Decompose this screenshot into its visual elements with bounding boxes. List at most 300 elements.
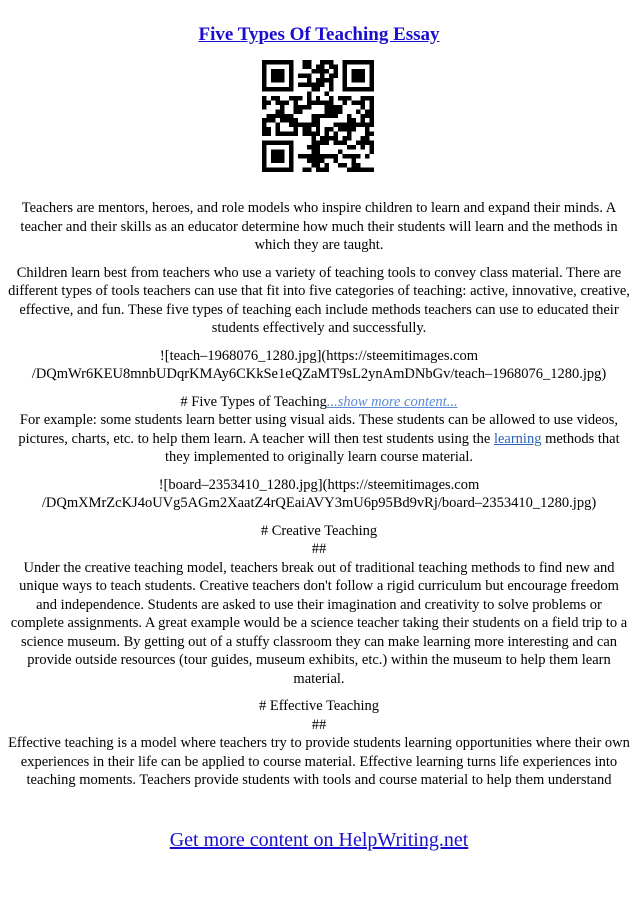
- qr-module: [311, 69, 315, 73]
- qr-module: [347, 118, 351, 122]
- qr-module: [271, 154, 275, 158]
- qr-module: [271, 73, 275, 77]
- heading-creative-teaching: # Creative Teaching: [260, 522, 378, 539]
- qr-module: [289, 141, 293, 145]
- qr-module: [275, 109, 279, 113]
- qr-module: [293, 96, 297, 100]
- qr-module: [302, 60, 306, 64]
- qr-module: [289, 69, 293, 73]
- essay-body: [8, 199, 630, 790]
- qr-module: [365, 127, 369, 131]
- qr-module: [302, 154, 306, 158]
- qr-module: [329, 136, 333, 140]
- qr-module: [356, 141, 360, 145]
- qr-module: [325, 69, 329, 73]
- qr-module: [365, 109, 369, 113]
- qr-module: [370, 78, 374, 82]
- qr-module: [343, 154, 347, 158]
- qr-module: [356, 73, 360, 77]
- qr-module: [370, 96, 374, 100]
- qr-module: [334, 109, 338, 113]
- qr-module: [289, 154, 293, 158]
- qr-module: [320, 64, 324, 68]
- qr-module: [271, 96, 275, 100]
- qr-module: [316, 159, 320, 163]
- qr-module: [356, 100, 360, 104]
- qr-module: [347, 136, 351, 140]
- qr-module: [271, 168, 275, 172]
- qr-module: [298, 96, 302, 100]
- qr-module: [275, 73, 279, 77]
- qr-module: [347, 145, 351, 149]
- qr-module: [311, 136, 315, 140]
- qr-module: [343, 60, 347, 64]
- qr-module: [266, 127, 270, 131]
- paragraph-effective: Effective teaching is a model where teachers try to provide students learning opportunities where their own experiences in their life can be applied to course material. Effective learning turns life experiences into teaching moments. Teachers provide students with tools and course material to help them understand: [8, 735, 630, 788]
- qr-module: [325, 100, 329, 104]
- qr-module: [329, 82, 333, 86]
- qr-module: [266, 141, 270, 145]
- qr-module: [293, 105, 297, 109]
- qr-module: [343, 73, 347, 77]
- qr-module: [320, 159, 324, 163]
- qr-module: [307, 82, 311, 86]
- qr-module: [352, 78, 356, 82]
- qr-module: [365, 96, 369, 100]
- qr-module: [311, 114, 315, 118]
- qr-module: [284, 100, 288, 104]
- qr-module: [284, 114, 288, 118]
- qr-module: [352, 154, 356, 158]
- qr-module: [329, 127, 333, 131]
- qr-module: [361, 118, 365, 122]
- qr-module: [271, 114, 275, 118]
- qr-module: [370, 123, 374, 127]
- qr-module: [262, 168, 266, 172]
- qr-module: [316, 96, 320, 100]
- qr-module: [316, 141, 320, 145]
- qr-module: [365, 123, 369, 127]
- qr-module: [356, 60, 360, 64]
- qr-module: [316, 100, 320, 104]
- qr-module: [365, 132, 369, 136]
- document-title[interactable]: Five Types Of Teaching Essay: [198, 24, 440, 45]
- qr-module: [275, 159, 279, 163]
- qr-module: [334, 136, 338, 140]
- qr-module: [311, 154, 315, 158]
- qr-module: [280, 159, 284, 163]
- qr-module: [271, 87, 275, 91]
- qr-module: [334, 69, 338, 73]
- qr-module: [262, 69, 266, 73]
- qr-module: [352, 69, 356, 73]
- qr-module: [307, 123, 311, 127]
- qr-module: [289, 78, 293, 82]
- qr-module: [365, 87, 369, 91]
- qr-module: [262, 132, 266, 136]
- qr-module: [280, 150, 284, 154]
- qr-module: [311, 118, 315, 122]
- qr-module: [338, 96, 342, 100]
- paragraph-example-start: For example: some students learn better using visual aids. These students can be allowed to use videos, pictures, charts, etc. to help them learn. A teacher will then test students using the: [18, 412, 619, 447]
- qr-module: [316, 132, 320, 136]
- qr-module: [338, 105, 342, 109]
- qr-module: [316, 150, 320, 154]
- qr-module: [325, 141, 329, 145]
- qr-module: [280, 87, 284, 91]
- qr-module: [311, 87, 315, 91]
- qr-module: [289, 163, 293, 167]
- qr-module: [356, 69, 360, 73]
- qr-module: [329, 114, 333, 118]
- qr-module: [266, 87, 270, 91]
- qr-module: [289, 123, 293, 127]
- qr-module: [325, 109, 329, 113]
- qr-module: [262, 154, 266, 158]
- qr-module: [320, 141, 324, 145]
- image-markdown-board: ![board–2353410_1280.jpg](https://steemitimages.com /DQmXMrZcKJ4oUVg5AGm2XaatZ4rQEaiAVY3mU6p95Bd9vRj/board–2353410_1280.jpg): [41, 476, 597, 511]
- qr-module: [370, 132, 374, 136]
- qr-module: [320, 78, 324, 82]
- qr-module: [361, 145, 365, 149]
- qr-module: [316, 114, 320, 118]
- heading-creative-hash: ##: [311, 541, 327, 557]
- qr-module: [361, 141, 365, 145]
- learning-link[interactable]: learning: [493, 430, 542, 447]
- qr-module: [352, 73, 356, 77]
- qr-module: [280, 60, 284, 64]
- qr-module: [262, 150, 266, 154]
- qr-module: [262, 96, 266, 100]
- qr-module: [302, 127, 306, 131]
- heading-effective-teaching: # Effective Teaching: [258, 698, 380, 714]
- qr-module: [307, 91, 311, 95]
- qr-module: [343, 82, 347, 86]
- qr-module: [370, 150, 374, 154]
- qr-module: [361, 78, 365, 82]
- qr-module: [262, 145, 266, 149]
- qr-module: [284, 60, 288, 64]
- qr-module: [307, 159, 311, 163]
- qr-module: [352, 100, 356, 104]
- qr-module: [280, 100, 284, 104]
- qr-module: [334, 159, 338, 163]
- qr-module: [298, 123, 302, 127]
- qr-module: [352, 87, 356, 91]
- qr-module: [370, 114, 374, 118]
- qr-module: [325, 91, 329, 95]
- qr-module: [370, 60, 374, 64]
- qr-module: [262, 141, 266, 145]
- qr-module: [370, 69, 374, 73]
- qr-module: [352, 123, 356, 127]
- qr-module: [275, 141, 279, 145]
- qr-module: [275, 123, 279, 127]
- qr-module: [320, 114, 324, 118]
- qr-module: [302, 132, 306, 136]
- qr-module: [329, 60, 333, 64]
- qr-module: [262, 159, 266, 163]
- qr-module: [370, 109, 374, 113]
- qr-module: [343, 78, 347, 82]
- qr-module: [329, 87, 333, 91]
- qr-module: [307, 127, 311, 131]
- qr-module: [343, 163, 347, 167]
- qr-module: [316, 145, 320, 149]
- qr-module: [343, 100, 347, 104]
- qr-module: [343, 69, 347, 73]
- qr-module: [298, 105, 302, 109]
- paragraph-creative: Under the creative teaching model, teachers break out of traditional teaching methods to find new and unique ways to teach students. Creative teachers don't follow a rigid curriculum but encourage freedom and independence. Students are asked to use their imagination and creativity to solve problems or complete assignments. A great example would be a science teacher taking their students on a field trip to a science museum. By getting out of a stuffy classroom they can make learning more interesting and can provide outside resources (tour guides, museum exhibits, etc.) within the museum to help them learn material.: [10, 559, 628, 687]
- qr-module: [320, 60, 324, 64]
- qr-module: [262, 105, 266, 109]
- qr-module: [298, 82, 302, 86]
- qr-module: [343, 141, 347, 145]
- qr-module: [361, 168, 365, 172]
- paragraph-intro: Teachers are mentors, heroes, and role models who inspire children to learn and expand their minds. A teacher and their skills as an educator determine how much their students will learn and the methods in which they are taught.: [20, 200, 618, 253]
- qr-module: [347, 132, 351, 136]
- qr-module: [361, 105, 365, 109]
- qr-module: [329, 73, 333, 77]
- qr-module: [289, 145, 293, 149]
- qr-module: [289, 118, 293, 122]
- qr-module: [343, 127, 347, 131]
- qr-module: [356, 109, 360, 113]
- qr-module: [307, 132, 311, 136]
- qr-module: [307, 168, 311, 172]
- qr-module: [320, 136, 324, 140]
- qr-module: [338, 150, 342, 154]
- qr-module: [284, 118, 288, 122]
- qr-module: [266, 132, 270, 136]
- qr-module: [329, 154, 333, 158]
- qr-module: [271, 150, 275, 154]
- qr-module: [370, 145, 374, 149]
- qr-module: [262, 64, 266, 68]
- qr-module: [293, 132, 297, 136]
- qr-module: [325, 105, 329, 109]
- qr-module: [365, 60, 369, 64]
- qr-module: [316, 168, 320, 172]
- qr-module: [289, 82, 293, 86]
- qr-module: [338, 127, 342, 131]
- qr-module: [271, 159, 275, 163]
- qr-module: [289, 168, 293, 172]
- qr-module: [316, 64, 320, 68]
- qr-module: [347, 87, 351, 91]
- qr-module: [365, 154, 369, 158]
- qr-module: [370, 87, 374, 91]
- qr-module: [370, 105, 374, 109]
- qr-module: [266, 60, 270, 64]
- qr-module: [280, 114, 284, 118]
- qr-module: [329, 64, 333, 68]
- qr-module: [262, 60, 266, 64]
- qr-module: [356, 78, 360, 82]
- qr-module: [307, 64, 311, 68]
- heading-five-types: [8, 393, 630, 412]
- qr-module: [311, 123, 315, 127]
- qr-module: [370, 141, 374, 145]
- qr-module: [284, 168, 288, 172]
- qr-module: [275, 168, 279, 172]
- qr-module: [284, 141, 288, 145]
- qr-module: [311, 132, 315, 136]
- qr-module: [289, 87, 293, 91]
- paragraph-example: [8, 411, 630, 467]
- qr-module: [280, 154, 284, 158]
- qr-module: [262, 82, 266, 86]
- qr-module: [293, 118, 297, 122]
- qr-module: [334, 123, 338, 127]
- qr-module: [302, 73, 306, 77]
- qr-module: [361, 100, 365, 104]
- qr-module: [316, 154, 320, 158]
- qr-module: [365, 168, 369, 172]
- image-markdown-teach: ![teach–1968076_1280.jpg](https://steemitimages.com /DQmWr6KEU8mnbUDqrKMAy6CKkSe1eQZaMT9sL2ynAmDNbGv/teach–1968076_1280.jpg): [31, 347, 607, 382]
- qr-module: [361, 73, 365, 77]
- qr-module: [275, 87, 279, 91]
- qr-module: [311, 163, 315, 167]
- qr-module: [271, 60, 275, 64]
- qr-module: [320, 73, 324, 77]
- qr-module: [316, 82, 320, 86]
- qr-module: [347, 114, 351, 118]
- qr-module: [347, 96, 351, 100]
- qr-module: [320, 168, 324, 172]
- qr-module: [311, 150, 315, 154]
- qr-module: [325, 127, 329, 131]
- qr-module: [316, 69, 320, 73]
- qr-module: [307, 78, 311, 82]
- paragraph-tools: Children learn best from teachers who use a variety of teaching tools to convey class material. There are different types of tools teachers can use that fit into five categories of teaching: active, innovative, creative, effective, and fun. These five types of teaching each include methods teachers can use to educated their students effectively and successfully.: [8, 264, 630, 336]
- qr-module: [338, 141, 342, 145]
- qr-module: [325, 114, 329, 118]
- qr-module: [262, 123, 266, 127]
- qr-module: [266, 118, 270, 122]
- qr-module: [329, 105, 333, 109]
- qr-module: [302, 82, 306, 86]
- qr-module: [289, 150, 293, 154]
- qr-module: [302, 64, 306, 68]
- heading-effective-hash: ##: [311, 716, 327, 733]
- qr-module: [289, 96, 293, 100]
- qr-module: [316, 123, 320, 127]
- qr-module: [316, 118, 320, 122]
- qr-module: [298, 154, 302, 158]
- qr-module: [271, 118, 275, 122]
- qr-module: [271, 141, 275, 145]
- qr-module: [262, 118, 266, 122]
- qr-module: [280, 105, 284, 109]
- qr-module: [320, 69, 324, 73]
- qr-module: [316, 78, 320, 82]
- qr-module: [361, 69, 365, 73]
- qr-module: [370, 118, 374, 122]
- qr-module: [302, 123, 306, 127]
- qr-module: [275, 154, 279, 158]
- qr-module: [293, 127, 297, 131]
- qr-module: [356, 163, 360, 167]
- qr-module: [361, 114, 365, 118]
- qr-module: [307, 73, 311, 77]
- qr-module: [325, 163, 329, 167]
- qr-module: [289, 73, 293, 77]
- qr-module: [338, 109, 342, 113]
- qr-module: [334, 141, 338, 145]
- qr-module: [334, 132, 338, 136]
- qr-module: [275, 127, 279, 131]
- qr-module: [352, 168, 356, 172]
- qr-module: [307, 60, 311, 64]
- qr-module: [347, 154, 351, 158]
- qr-code-icon: [262, 60, 374, 172]
- qr-module: [275, 78, 279, 82]
- show-more-link[interactable]: ...show more content...: [326, 393, 458, 410]
- qr-module: [280, 132, 284, 136]
- qr-module: [262, 78, 266, 82]
- qr-module: [284, 87, 288, 91]
- qr-module: [365, 114, 369, 118]
- qr-module: [307, 145, 311, 149]
- qr-module: [343, 96, 347, 100]
- qr-module: [370, 100, 374, 104]
- qr-module: [361, 136, 365, 140]
- qr-module: [307, 105, 311, 109]
- qr-module: [343, 87, 347, 91]
- qr-module: [329, 96, 333, 100]
- qr-module: [352, 118, 356, 122]
- qr-module: [329, 100, 333, 104]
- qr-module: [307, 154, 311, 158]
- qr-module: [307, 100, 311, 104]
- qr-module: [289, 132, 293, 136]
- qr-module: [275, 114, 279, 118]
- qr-module: [271, 78, 275, 82]
- qr-module: [343, 136, 347, 140]
- qr-module: [289, 159, 293, 163]
- qr-module: [311, 145, 315, 149]
- qr-module: [298, 109, 302, 113]
- qr-module: [280, 118, 284, 122]
- qr-module: [280, 109, 284, 113]
- qr-module: [329, 78, 333, 82]
- qr-module: [356, 168, 360, 172]
- qr-module: [361, 87, 365, 91]
- qr-module: [293, 109, 297, 113]
- qr-module: [311, 159, 315, 163]
- qr-module: [325, 168, 329, 172]
- qr-module: [275, 96, 279, 100]
- qr-module: [298, 73, 302, 77]
- qr-module: [293, 123, 297, 127]
- qr-module: [343, 123, 347, 127]
- footer-link[interactable]: Get more content on HelpWriting.net: [169, 829, 469, 851]
- qr-module: [334, 64, 338, 68]
- qr-module: [352, 127, 356, 131]
- qr-module: [275, 60, 279, 64]
- qr-module: [352, 159, 356, 163]
- qr-module: [311, 100, 315, 104]
- qr-module: [289, 64, 293, 68]
- qr-module: [325, 60, 329, 64]
- qr-module: [302, 105, 306, 109]
- qr-module: [347, 60, 351, 64]
- qr-module: [311, 141, 315, 145]
- qr-module: [316, 127, 320, 131]
- qr-module: [275, 69, 279, 73]
- qr-module: [370, 82, 374, 86]
